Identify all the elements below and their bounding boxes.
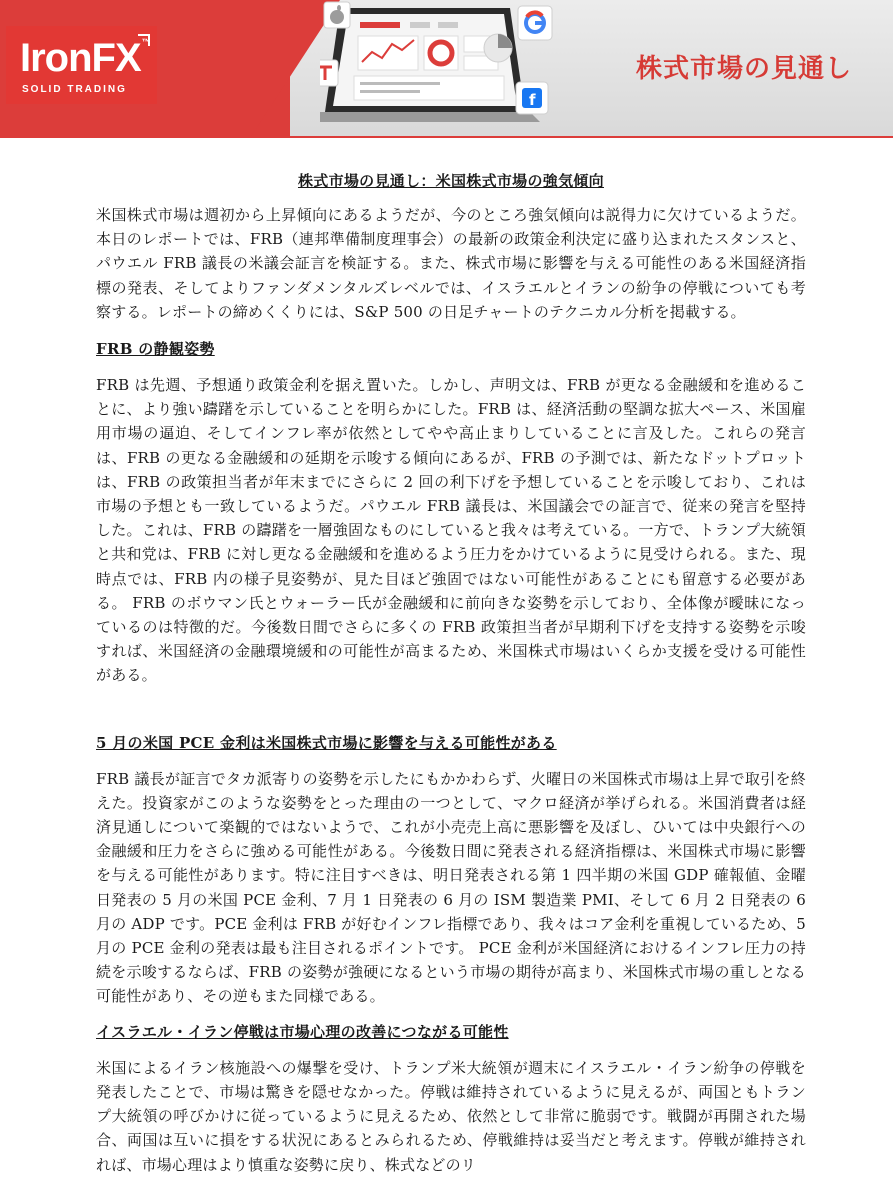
apple-icon: [324, 2, 350, 28]
section-heading: イスラエル・イラン停戦は市場心理の改善につながる可能性: [96, 1022, 509, 1041]
svg-text:f: f: [529, 91, 536, 109]
logo-wordmark: IronFX™: [20, 36, 150, 80]
pie-chart-icon: [484, 34, 512, 62]
intro-paragraph: 米国株式市場は週初から上昇傾向にあるようだが、今のところ強気傾向は説得力に欠けているようだ。本日のレポートでは、FRB（連邦準備制度理事会）の最新の政策金利決定に盛り込まれたスタンスと、パウエル FRB 議長の米議会証言を検証する。また、株式市場に影響を与える可能性のある米国経済指標の発表、そしてよりファンダメンタルズレベルでは、イスラエルとイランの紛争の停戦についても考察する。レポートの締めくくりには、S&P 500 の日足チャートのテクニカル分析を掲載する。: [96, 206, 806, 321]
brand-logo[interactable]: [6, 26, 157, 104]
section-body: 米国によるイラン核施設への爆撃を受け、トランプ米大統領が週末にイスラエル・イラン紛争の停戦を発表したことで、市場は驚きを隠せなかった。停戦は維持されているように見えるが、両国ともトランプ大統領の呼びかけに従っているように見えるため、依然として非常に脆弱です。戦闘が再開された場合、両国は互いに損をする状況にあるとみられるため、停戦維持は妥当だと考えます。停戦が維持されれば、市場心理はより慎重な姿勢に戻り、株式などのリ: [96, 1058, 806, 1174]
document-title: 株式市場の見通し：米国株式市場の強気傾向: [297, 172, 604, 190]
banner-divider: [0, 136, 893, 138]
header-banner: [0, 0, 893, 138]
laptop-image: [320, 0, 560, 128]
section-heading: 5 月の米国 PCE 金利は米国株式市場に影響を与える可能性がある: [96, 733, 557, 752]
report-document: [96, 170, 806, 1177]
tesla-icon: [320, 60, 338, 86]
facebook-icon: [516, 82, 548, 114]
brand-tagline: SOLID TRADING: [22, 84, 127, 95]
google-icon: [518, 6, 552, 40]
brand-name: IronFX: [20, 36, 141, 80]
section-body: FRB 議長が証言でタカ派寄りの姿勢を示したにもかかわらず、火曜日の米国株式市場は上昇で取引を終えた。投資家がこのような姿勢をとった理由の一つとして、マクロ経済が挙げられる。米国消費者は経済見通しについて楽観的ではないようで、これが小売売上高に悪影響を及ぼし、ひいては中央銀行への金融緩和圧力をさらに強める可能性がある。今後数日間に発表される経済指標は、米国株式市場に影響を与える可能性があります。特に注目すべきは、明日発表される第 1 四半期の米国 GDP 確報値、金曜日発表の 5 月の米国 PCE 金利、7 月 1 日発表の 6 月の ISM 製造業 PMI、そして 6 月 2 日発表の 6 月の ADP です。PCE 金利は FRB が好むインフレ指標であり、我々はコア金利を重視しているため、5 月の PCE 金利の発表は最も注目されるポイントです。 PCE 金利が米国経済におけるインフレ圧力の持続を示唆するならば、FRB の姿勢が強硬になるという市場の期待が高まり、米国株式市場の重しとなる可能性があり、その逆もまた同様である。: [96, 769, 806, 1006]
section-body: FRB は先週、予想通り政策金利を据え置いた。しかし、声明文は、FRB が更なる金融緩和を進めることに、より強い躊躇を示していることを明らかにした。FRB は、経済活動の堅調な拡大ペース、米国雇用市場の逼迫、そしてインフレ率が依然としてやや高止まりしていることに言及した。これらの発言は、FRB の更なる金融緩和の延期を示唆する傾向にあるが、FRB の予測では、新たなドットプロットは、FRB の政策担当者が年末までにさらに 2 回の利下げを予想していることを示唆しており、これは市場の予想とも一致しているようだ。パウエル FRB 議長は、米国議会での証言で、従来の発言を堅持した。これは、FRB の躊躇を一層強固なものにしていると我々は考えている。一方で、トランプ大統領と共和党は、FRB に対し更なる金融緩和を進めるよう圧力をかけているように見受けられる。また、現時点では、FRB 内の様子見姿勢が、見た目ほど強固ではない可能性があることにも留意する必要がある。 FRB のボウマン氏とウォーラー氏が金融緩和に前向きな姿勢を示しており、全体像が曖昧になっているのは特徴的だ。今後数日間でさらに多くの FRB 政策担当者が早期利下げを支持する姿勢を示唆すれば、米国経済の金融環境緩和の可能性が高まるため、米国株式市場はいくらか支援を受ける可能性がある。: [96, 376, 806, 685]
section-heading: FRB の静観姿勢: [96, 340, 215, 359]
banner-title: 株式市場の見通し: [636, 54, 853, 84]
laptop-base: [320, 112, 540, 122]
